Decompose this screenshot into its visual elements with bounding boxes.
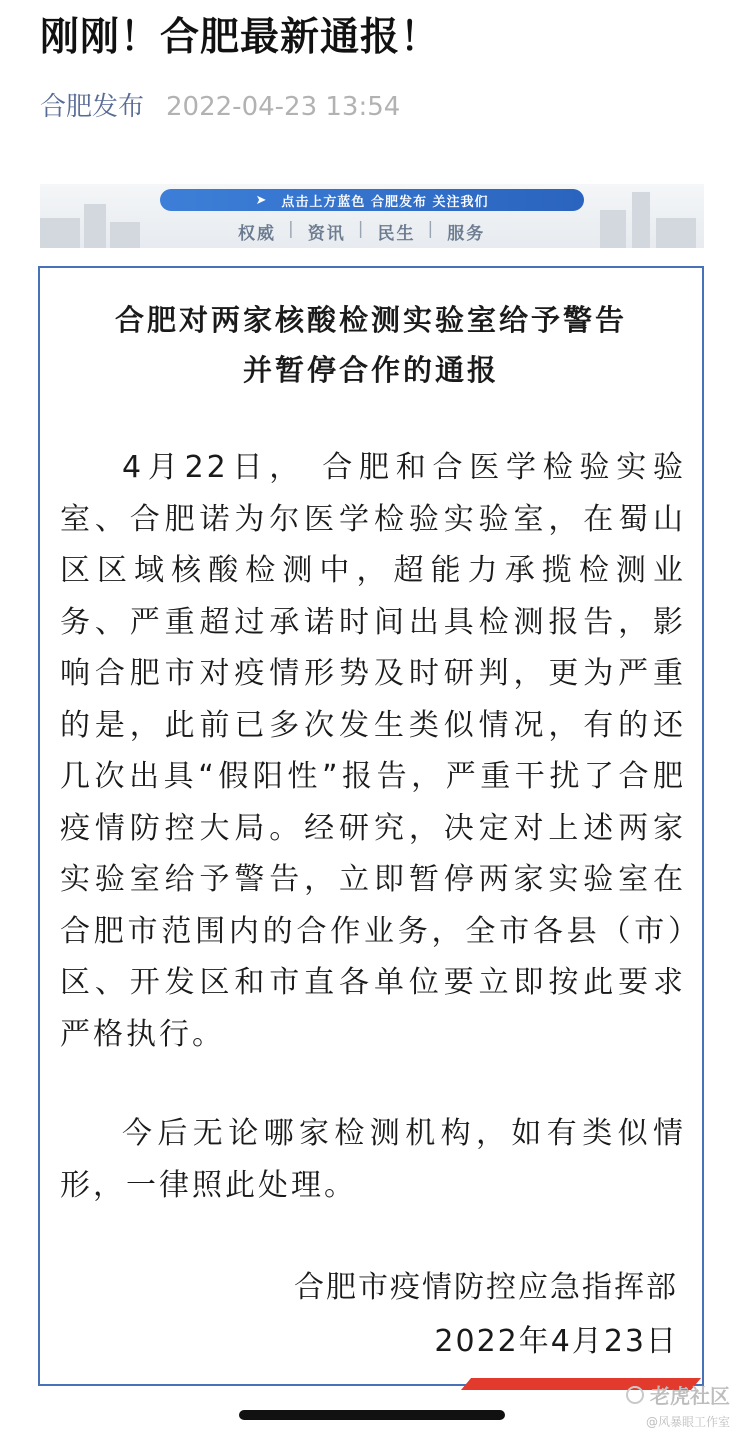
follow-cta[interactable]: [160, 189, 584, 211]
skyline-decoration: [600, 210, 626, 248]
watermark-brand: 老虎社区: [650, 1384, 730, 1408]
skyline-decoration: [110, 222, 140, 248]
skyline-decoration: [40, 218, 80, 248]
nav-separator: |: [288, 219, 296, 239]
home-indicator[interactable]: [239, 1410, 505, 1420]
publish-time: 2022-04-23 13:54: [166, 92, 401, 122]
notice-paragraph: 4月22日， 合肥和合医学检验实验室、合肥诺为尔医学检验实验室，在蜀山区区域核酸检测中，超能力承揽检测业务、严重超过承诺时间出具检测报告，影响合肥市对疫情形势及时研判，更为严重的是，此前已多次发生类似情况，有的还几次出具“假阳性”报告，严重干扰了合肥疫情防控大局。经研究，决定对上述两家实验室给予警告，立即暂停两家实验室在合肥市范围内的合作业务，全市各县（市）区、开发区和市直各单位要立即按此要求严格执行。: [60, 450, 686, 1052]
author-link[interactable]: 合肥发布: [40, 92, 145, 122]
nav-separator: |: [357, 219, 366, 239]
skyline-decoration: [632, 192, 650, 248]
nav-separator: |: [427, 219, 436, 239]
banner-nav-item[interactable]: 民生: [377, 224, 416, 244]
notice-box: [38, 266, 704, 1386]
watermark-credit: @风暴眼工作室: [645, 1415, 730, 1429]
notice-paragraph: 今后无论哪家检测机构，如有类似情形，一律照此处理。: [60, 1116, 686, 1203]
watermark: [626, 1380, 730, 1430]
notice-title-line2: 并暂停合作的通报: [242, 353, 499, 387]
banner-nav-item[interactable]: 权威: [238, 224, 276, 244]
follow-banner[interactable]: [40, 184, 704, 248]
article-title: 刚刚！合肥最新通报！: [40, 15, 441, 60]
article-meta: [40, 86, 400, 123]
pointer-arrow-icon: ➤: [255, 192, 268, 208]
skyline-decoration: [656, 218, 696, 248]
notice-title-line1: 合肥对两家核酸检测实验室给予警告: [114, 303, 627, 337]
skyline-decoration: [84, 204, 106, 248]
notice-date: 2022年4月23日: [434, 1324, 678, 1359]
banner-nav-item[interactable]: 服务: [447, 224, 486, 244]
banner-nav: [238, 219, 485, 244]
banner-nav-item[interactable]: 资讯: [307, 224, 346, 244]
notice-signer: 合肥市疫情防控应急指挥部: [294, 1270, 678, 1305]
tiger-logo-icon: [626, 1386, 644, 1404]
follow-cta-text: 点击上方蓝色 合肥发布 关注我们: [281, 194, 489, 210]
